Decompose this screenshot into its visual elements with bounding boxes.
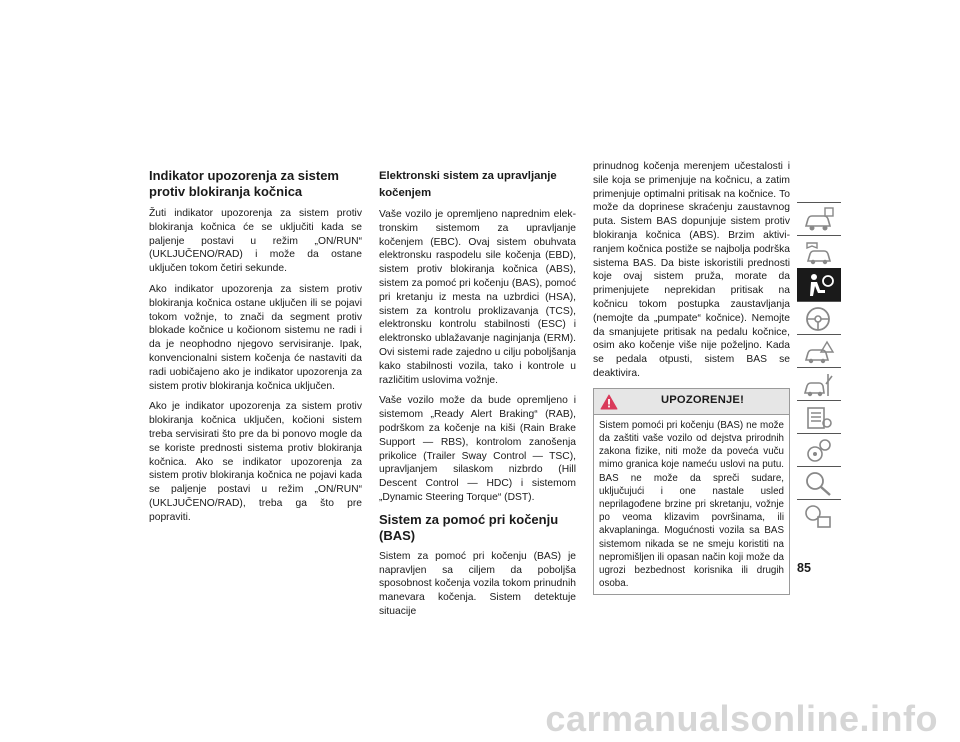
middle-column xyxy=(379,168,576,626)
abs-paragraph-1: Žuti indikator upozorenja za sistem protiv blokiranja kočnica će se uključiti kada se paljenje postavi u režim „ON/RUN“ (UKLJUČENO/RAD) i može da ostane uključen tokom četiri sekunde. xyxy=(149,208,362,275)
language-icon xyxy=(803,503,835,531)
tab-emergency[interactable] xyxy=(797,334,841,368)
watermark xyxy=(0,696,960,742)
abs-paragraph-2: Ako indikator upozorenja za sistem protiv blokiranja kočnica ostane uključen ili se pojavi tokom vožnje, to znači da segment protiv blokade kočnice u kočionom sistemu ne radi i da je neophodno njegovo servisiranje. Ipak, konvencionalni sistem kočenja će nastaviti da radi uobičajeno ako je indikator upozorenja za sistem protiv blokiranja kočnica uključen. xyxy=(149,283,362,392)
tab-starting-operating[interactable] xyxy=(797,301,841,335)
page-number: 85 xyxy=(797,561,811,575)
tab-keys[interactable] xyxy=(797,235,841,269)
tab-index[interactable] xyxy=(797,466,841,500)
left-column xyxy=(149,168,362,532)
warning-header xyxy=(594,389,789,415)
car-info-icon xyxy=(803,206,835,234)
right-column xyxy=(593,160,790,595)
specifications-icon xyxy=(803,404,835,432)
bas-continued-paragraph: prinudnog kočenja merenjem učestalosti i sile koja se primenjuje na kočnicu, a zatim primenjuje optimalni pritisak na kočnice. To može da doprinese skraćenju zaustavnog puta. Sistem BAS dopunjuje sistem protiv blokiranja kočnica (ABS). Brzim aktiviranjem kočnica postiže se najbolja podrška sistema BAS. Da biste iskoristili prednosti koje ovaj sistem pruža, morate da primenjujete neprekidan pritisak na kočnicu tokom postupka zaustavljanja (nemojte da „pumpate“ kočnice). Nemojte da smanjujete pritisak na pedalu kočnice, osim ako kočenje više nije poželjno. Kada se pedala otpusti, sistem BAS se deaktivira. xyxy=(593,161,790,379)
watermark-text: carmanualsonline.info xyxy=(545,698,938,739)
car-key-icon xyxy=(803,239,835,267)
tab-vehicle-info[interactable] xyxy=(797,202,841,236)
warning-text: Sistem pomoći pri kočenju (BAS) ne može da zaštiti vaše vozilo od dejstva prirodnih zakona fizike, niti može da poveća vuču mimo granica koje nameću uslovi na putu. BAS ne može da spreči sudare, uključujući i one nastale usled neprilagođene brzine pri skretanju, vožnje po veoma klizavim površinama, ili akvaplaninga. Mogućnosti vozila sa BAS sistemom nikada se ne smeju koristiti na nepromišljen ili opasan način koji može da ugrozi bezbednost korisnika ili drugih osoba. xyxy=(599,419,784,590)
multimedia-icon xyxy=(803,437,835,465)
car-tools-icon xyxy=(803,371,835,399)
abs-paragraph-3: Ako je indikator upozorenja za sistem protiv blokiranja kočnica uključen, kočioni sistem treba servisirati što pre da bi ponovo mogle da se koriste prednosti sistema protiv blokiranja kočnica. Ako se indikator upozorenja za sistem protiv blokiranja kočnica ne pojavi kada se paljenje postavi u režim „ON/RUN“ (UKLJUČENO/RAD), treba ga što pre popraviti. xyxy=(149,401,362,523)
airbag-icon xyxy=(803,272,835,300)
tab-safety[interactable] xyxy=(797,268,841,302)
steering-wheel-icon xyxy=(803,305,835,333)
tab-multimedia[interactable] xyxy=(797,433,841,467)
bas-heading: Sistem za pomoć pri kočenju (BAS) xyxy=(379,511,559,543)
tab-servicing[interactable] xyxy=(797,367,841,401)
tab-language[interactable] xyxy=(797,499,841,533)
magnifier-icon xyxy=(803,470,835,498)
ebc-paragraph-2: Vaše vozilo može da bude opremljeno i sistemom „Ready Alert Braking“ (RAB), podrškom za kočenje na kiši (Rain Brake Support — RBS), kontrolom zanošenja prikolice (Trailer Sway Control — TSC), upravljanjem silaskom nizbrdo (Hill Descent Control — HDC) i sistemom „Dynamic Steering Torque“ (DST). xyxy=(379,395,576,503)
bas-paragraph: Sistem za pomoć pri kočenju (BAS) je napravljen sa ciljem da poboljša sposobnost kočenja vozila tokom prinudnih manevara kočenja. Sistem detektuje situacije xyxy=(379,550,576,617)
ebc-heading: Elektronski sistem za upravljanje kočenjem xyxy=(379,170,557,199)
warning-box xyxy=(593,388,790,596)
warning-title: UPOZORENJE! xyxy=(660,393,744,406)
tab-specifications[interactable] xyxy=(797,400,841,434)
abs-warning-heading: Indikator upozorenja za sistem protiv blokiranja kočnica xyxy=(149,168,339,199)
ebc-paragraph-1: Vaše vozilo je opremljeno naprednim elektronskim sistemom za upravljanje kočenjem (EBC). Ovaj sistem obuhvata elektronsku raspodelu sile kočenja (EBD), sistem protiv blokiranja kočnica (ABS), sistem za pomoć pri kočenju (BAS), pomoć pri kretanju iz mesta na uzbrdici (HSA), sistem za kontrolu proklizavanja (TCS), elektronsku kontrolu stabilnosti (ESC) i elektronsko ublažavanje naginjanja (ERM). Ovi sistemi rade zajedno u cilju poboljšanja kako stabilnosti vozila, tako i kontrole u različitim uslovima vožnje. xyxy=(379,209,576,386)
car-warning-icon xyxy=(803,338,835,366)
